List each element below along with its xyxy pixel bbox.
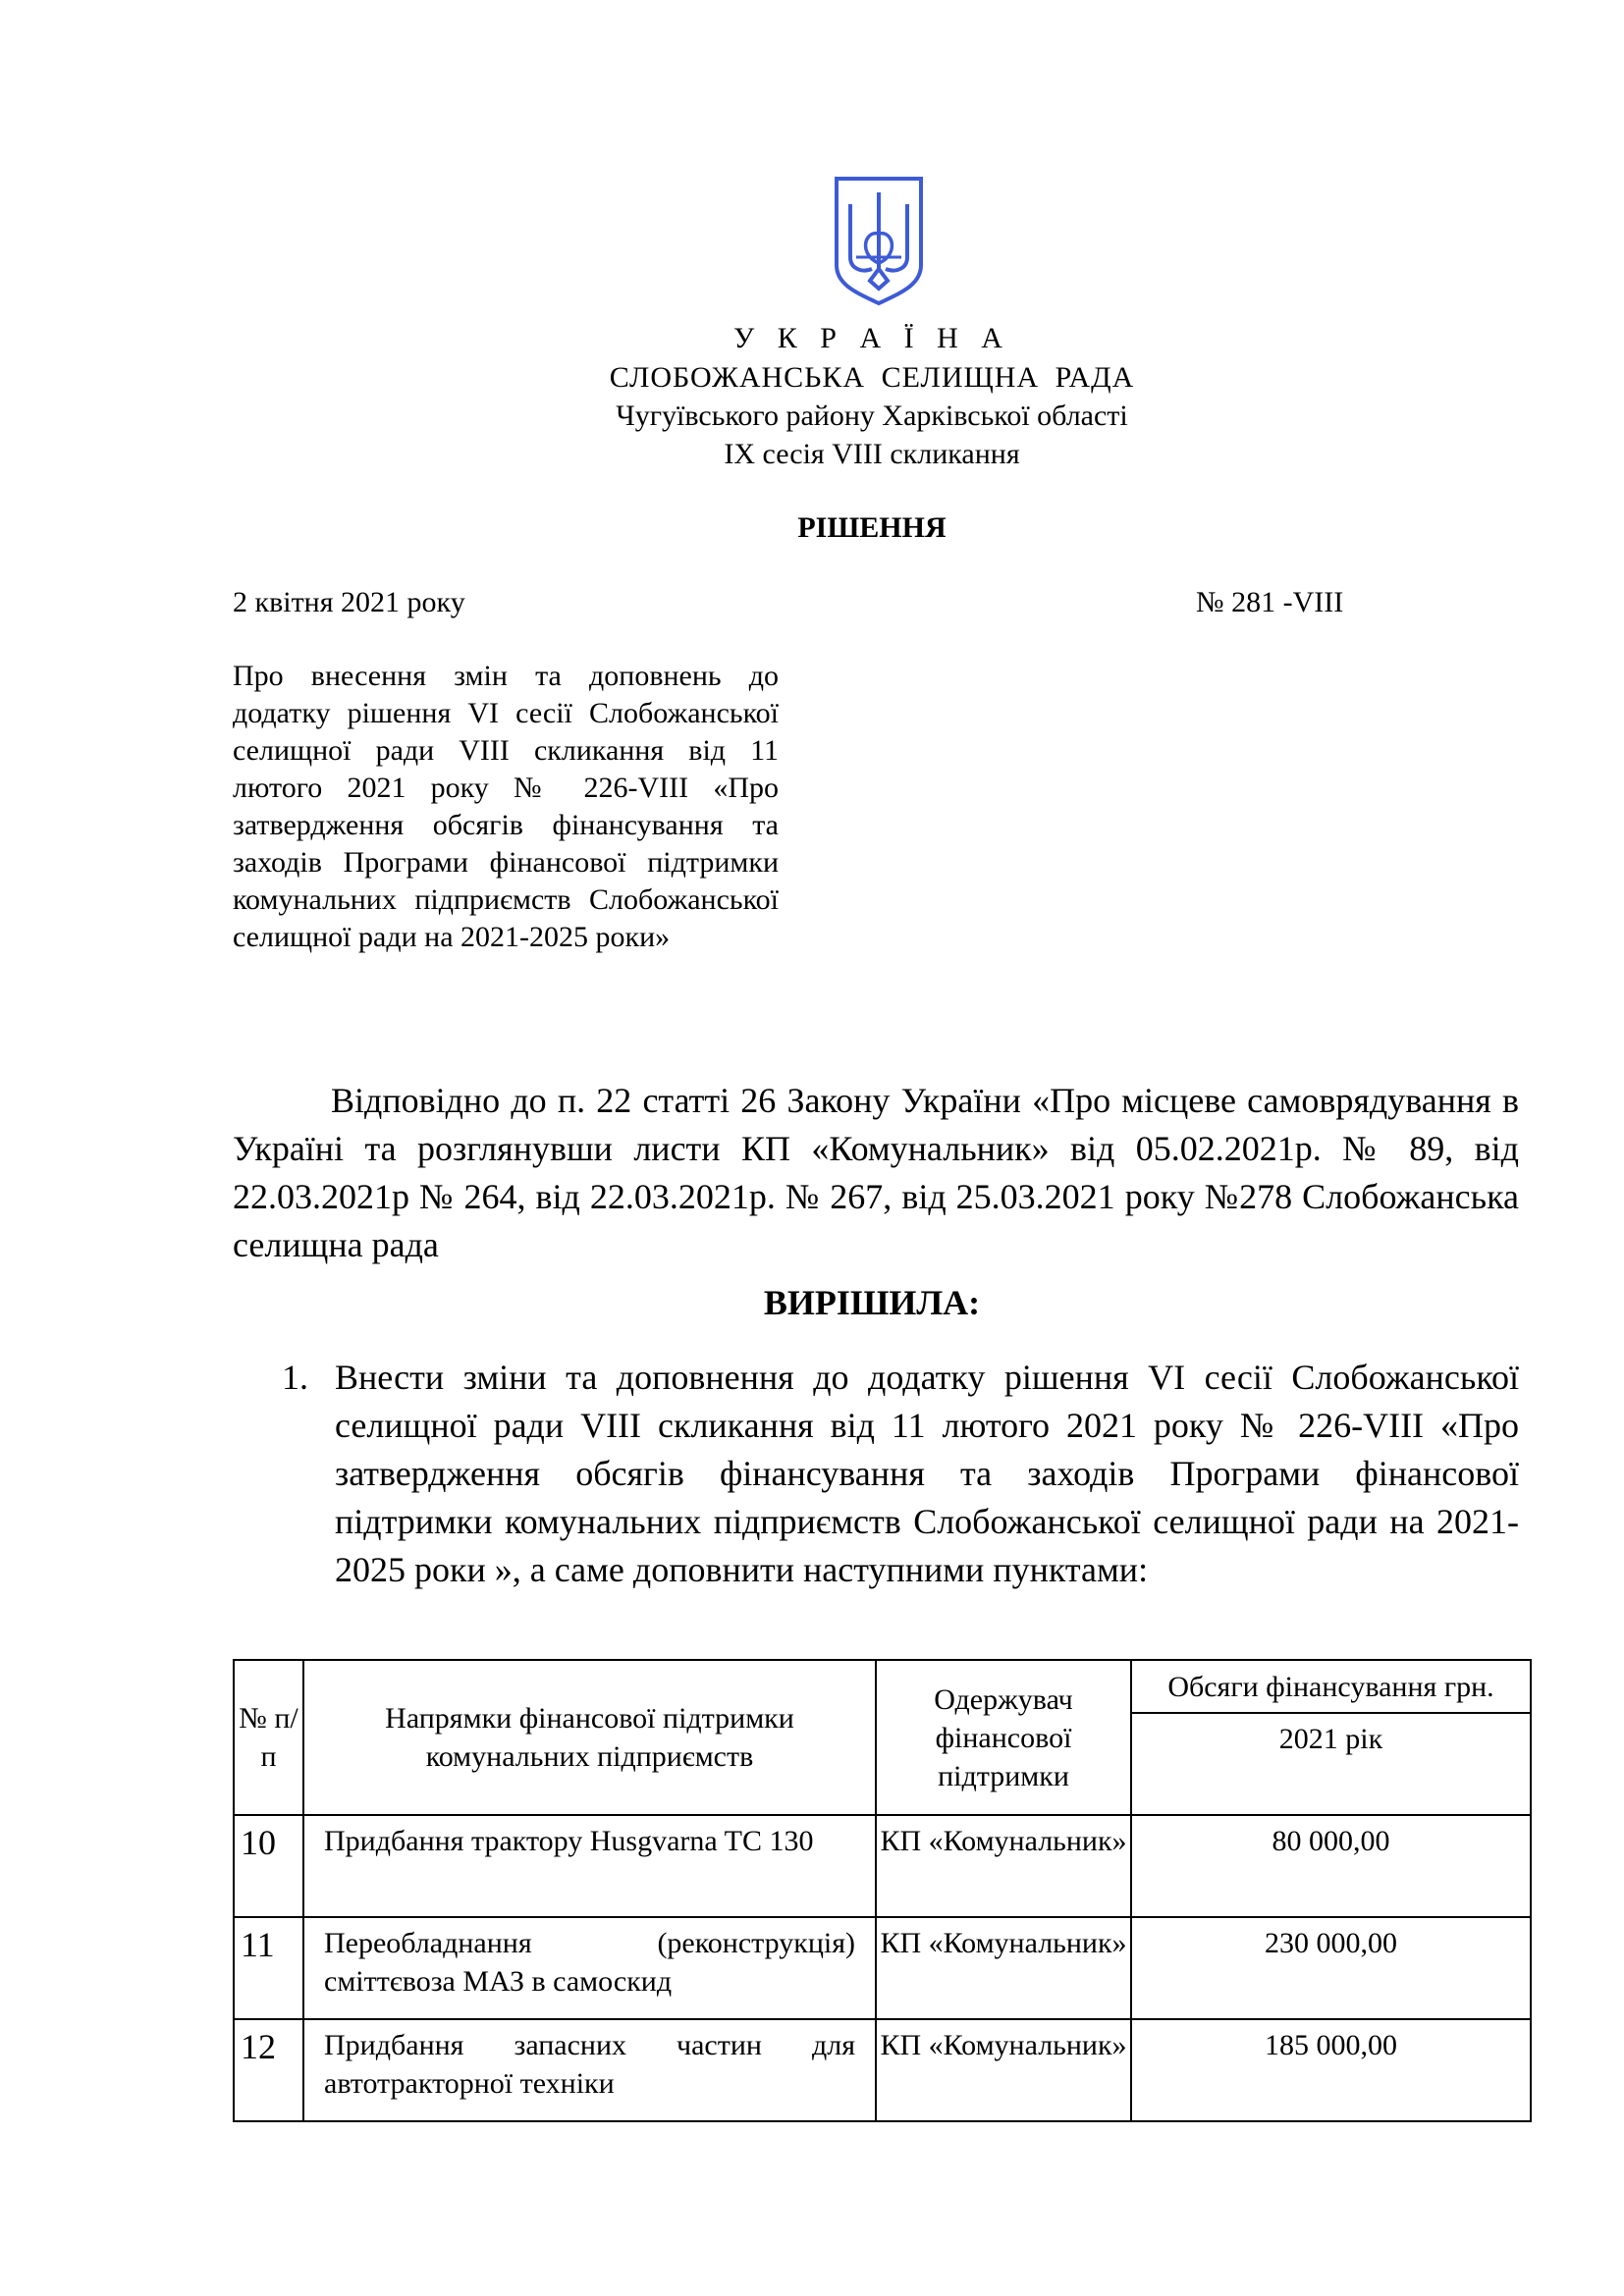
row-no: 12	[234, 2019, 303, 2121]
item-text: Внести зміни та доповнення до додатку рішення VI сесії Слобожанської селищної ради VIII скликання від 11 лютого 2021 року № 226-VIII «Про затвердження обсягів фінансування та заходів Програми фінансової підтримки комунальних підприємств Слобожанської селищної ради на 2021-2025 роки », а саме доповнити наступними пунктами:	[335, 1358, 1519, 1589]
row-no: 11	[234, 1917, 303, 2019]
row-direction: Придбання запасних частин для автотракторної техніки	[303, 2019, 876, 2121]
row-recipient: КП «Комунальник»	[876, 1815, 1131, 1917]
document-date: 2 квітня 2021 року	[233, 586, 465, 618]
header-recipient: Одержувач фінансової підтримки	[876, 1660, 1131, 1815]
item-number: 1.	[282, 1358, 308, 1397]
table-row	[234, 1917, 1531, 2019]
row-recipient: КП «Комунальник»	[876, 2019, 1131, 2121]
document-title: РІШЕННЯ	[797, 511, 947, 544]
row-no: 10	[234, 1815, 303, 1917]
row-direction: Переобладнання (реконструкція) сміттєвоза МАЗ в самоскид	[303, 1917, 876, 2019]
row-amount: 185 000,00	[1131, 2019, 1531, 2121]
financing-table	[233, 1659, 1532, 2122]
document-number: № 281 -VIII	[1196, 586, 1344, 618]
header-council: СЛОБОЖАНСЬКА СЕЛИЩНА РАДА	[609, 361, 1135, 394]
row-amount: 230 000,00	[1131, 1917, 1531, 2019]
decision-subject: Про внесення змін та доповнень до додатку рішення VI сесії Слобожанської селищної ради VIII скликання від 11 лютого 2021 року № 226-VIII «Про затвердження обсягів фінансування та заходів Програми фінансової підтримки комунальних підприємств Слобожанської селищної ради на 2021-2025 роки»	[233, 660, 779, 953]
coat-of-arms-icon	[833, 175, 925, 307]
header-year: 2021 рік	[1131, 1713, 1531, 1815]
header-direction: Напрямки фінансової підтримки комунальних підприємств	[303, 1660, 876, 1815]
row-amount: 80 000,00	[1131, 1815, 1531, 1917]
table-row	[234, 2019, 1531, 2121]
table-row	[234, 1815, 1531, 1917]
decided-heading: ВИРІШИЛА:	[763, 1283, 981, 1322]
header-volume: Обсяги фінансування грн.	[1131, 1660, 1531, 1713]
row-recipient: КП «Комунальник»	[876, 1917, 1131, 2019]
row-direction: Придбання трактору Husgvarna TC 130	[303, 1815, 876, 1917]
header-no: № п/п	[234, 1660, 303, 1815]
header-district: Чугуївського району Харківської області	[616, 400, 1128, 432]
header-country: У К Р А Ї Н А	[733, 322, 1010, 354]
body-paragraph: Відповідно до п. 22 статті 26 Закону України «Про місцеве самоврядування в Україні та розглянувши листи КП «Комунальник» від 05.02.2021р. № 89, від 22.03.2021р № 264, від 22.03.2021р. № 267, від 25.03.2021 року №278 Слобожанська селищна рада	[233, 1081, 1519, 1264]
header-session: IX сесія VIII скликання	[724, 438, 1020, 470]
